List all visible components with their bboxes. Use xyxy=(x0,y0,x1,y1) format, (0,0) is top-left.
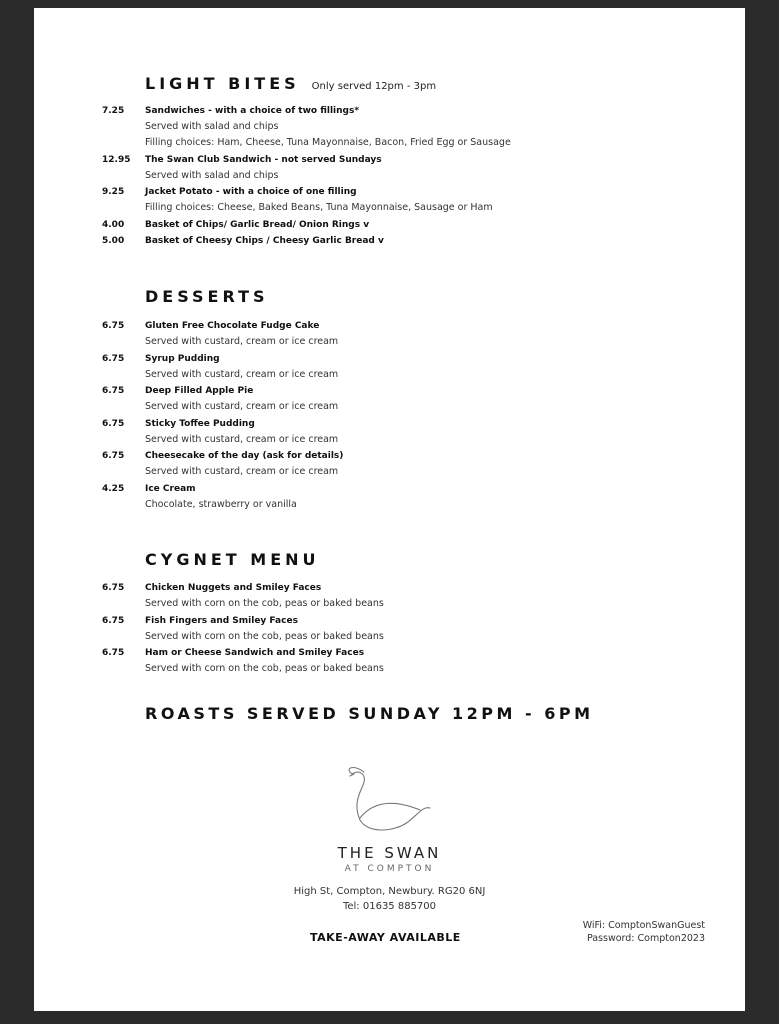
item-name: Sticky Toffee Pudding xyxy=(145,418,255,429)
item-name: Jacket Potato - with a choice of one filling xyxy=(145,187,357,197)
item-price: 4.25 xyxy=(102,483,125,494)
item-name: Deep Filled Apple Pie xyxy=(145,386,254,396)
brand-name: THE SWAN xyxy=(337,844,442,862)
telephone: Tel: 01635 885700 xyxy=(342,901,437,912)
list-item xyxy=(34,648,745,681)
item-name: Cheesecake of the day (ask for details) xyxy=(145,451,344,461)
item-price: 6.75 xyxy=(102,353,125,364)
list-item xyxy=(34,106,745,155)
item-name: Sandwiches - with a choice of two fillings* xyxy=(145,106,360,116)
item-description: Chocolate, strawberry or vanilla xyxy=(145,498,297,510)
item-name: Ham or Cheese Sandwich and Smiley Faces xyxy=(145,648,365,658)
item-name: Chicken Nuggets and Smiley Faces xyxy=(145,583,322,593)
roasts-banner: ROASTS SERVED SUNDAY 12PM - 6PM xyxy=(145,704,594,723)
item-description: Served with custard, cream or ice cream xyxy=(145,466,339,477)
item-description: Served with corn on the cob, peas or baked beans xyxy=(145,598,384,609)
item-description: Served with custard, cream or ice cream xyxy=(145,401,339,412)
item-price: 6.75 xyxy=(102,451,125,461)
list-item xyxy=(34,419,745,452)
item-description: Served with corn on the cob, peas or baked beans xyxy=(145,663,384,674)
desserts-list xyxy=(34,321,745,516)
light-bites-heading: LIGHT BITES xyxy=(145,74,300,93)
brand-subtitle: AT COMPTON xyxy=(344,864,435,874)
item-price: 6.75 xyxy=(102,418,125,429)
item-name: Syrup Pudding xyxy=(145,353,220,364)
item-description: Served with salad and chips xyxy=(145,169,279,181)
list-item xyxy=(34,386,745,419)
item-description: Filling choices: Ham, Cheese, Tuna Mayonnaise, Bacon, Fried Egg or Sausage xyxy=(145,137,511,148)
cygnet-title: CYGNET MENU xyxy=(145,550,320,569)
desserts-title: DESSERTS xyxy=(145,287,269,306)
item-name: The Swan Club Sandwich - not served Sundays xyxy=(145,154,382,165)
item-description: Served with salad and chips xyxy=(145,121,279,132)
list-item xyxy=(34,155,745,188)
item-name: Fish Fingers and Smiley Faces xyxy=(145,615,298,626)
light-bites-note: Only served 12pm - 3pm xyxy=(311,81,437,92)
wifi-info xyxy=(583,919,705,945)
address: High St, Compton, Newbury. RG20 6NJ xyxy=(293,886,486,897)
swan-icon xyxy=(324,760,444,840)
list-item xyxy=(34,321,745,354)
item-price: 6.75 xyxy=(102,583,125,593)
item-description: Served with custard, cream or ice cream xyxy=(145,368,339,380)
item-description: Served with corn on the cob, peas or baked beans xyxy=(145,630,384,642)
list-item xyxy=(34,236,745,252)
item-price: 6.75 xyxy=(102,321,125,331)
list-item xyxy=(34,354,745,387)
item-price: 5.00 xyxy=(102,235,125,246)
item-price: 6.75 xyxy=(102,386,125,396)
item-price: 7.25 xyxy=(102,106,125,116)
item-name: Basket of Cheesy Chips / Cheesy Garlic Bread v xyxy=(145,235,384,246)
item-name: Gluten Free Chocolate Fudge Cake xyxy=(145,321,320,331)
item-description: Served with custard, cream or ice cream xyxy=(145,336,339,347)
item-name: Basket of Chips/ Garlic Bread/ Onion Rings v xyxy=(145,219,370,230)
list-item xyxy=(34,220,745,236)
cygnet-list xyxy=(34,583,745,681)
item-name: Ice Cream xyxy=(145,483,196,494)
wifi-name: WiFi: ComptonSwanGuest xyxy=(582,920,705,931)
item-price: 4.00 xyxy=(102,219,125,230)
wifi-password: Password: Compton2023 xyxy=(586,933,705,944)
list-item xyxy=(34,484,745,517)
takeaway-notice: TAKE-AWAY AVAILABLE xyxy=(310,931,461,944)
item-description: Filling choices: Cheese, Baked Beans, Tuna Mayonnaise, Sausage or Ham xyxy=(145,202,493,213)
item-price: 6.75 xyxy=(102,615,125,626)
list-item xyxy=(34,451,745,484)
item-description: Served with custard, cream or ice cream xyxy=(145,433,339,445)
light-bites-list xyxy=(34,106,745,252)
list-item xyxy=(34,616,745,649)
item-price: 9.25 xyxy=(102,187,125,197)
light-bites-title xyxy=(145,74,436,93)
list-item xyxy=(34,187,745,220)
list-item xyxy=(34,583,745,616)
item-price: 12.95 xyxy=(102,154,131,165)
menu-page xyxy=(34,8,745,1011)
item-price: 6.75 xyxy=(102,648,125,658)
